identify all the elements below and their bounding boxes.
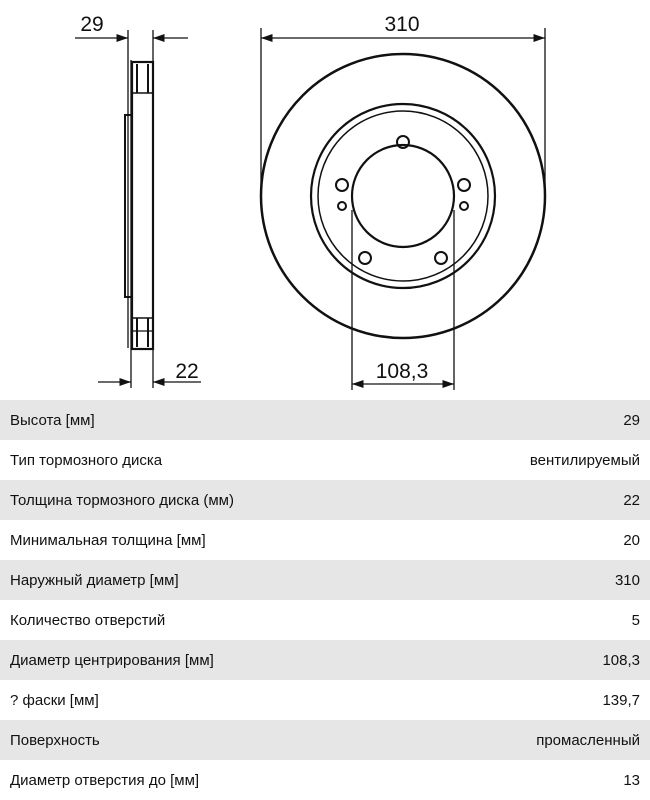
spec-row-height (0, 400, 650, 440)
dimension-center-bore-label: 108,3 (375, 360, 429, 383)
spec-value: 310 (614, 571, 640, 589)
spec-row-hole-count (0, 600, 650, 640)
spec-row-outer-diameter (0, 560, 650, 600)
spec-row-thickness (0, 480, 650, 520)
spec-value: 5 (631, 611, 640, 629)
spec-value: 13 (623, 771, 640, 789)
dimension-outer-diameter-label: 310 (384, 13, 420, 36)
dimension-thickness-label: 22 (175, 360, 199, 383)
spec-row-disc-type (0, 440, 650, 480)
dimension-width-label: 29 (80, 13, 104, 36)
spec-value: 29 (623, 411, 640, 429)
spec-value: промасленный (536, 731, 640, 749)
spec-label: Диаметр центрирования [мм] (10, 651, 214, 669)
spec-label: Тип тормозного диска (10, 451, 163, 469)
spec-label: Минимальная толщина [мм] (10, 531, 206, 549)
spec-label: Толщина тормозного диска (мм) (10, 491, 234, 509)
spec-label: Поверхность (10, 731, 100, 749)
bolt-hole-4 (359, 252, 371, 264)
hat-outer-ring (311, 104, 495, 288)
bolt-hole-5 (336, 179, 348, 191)
disc-front-view (261, 54, 545, 338)
spec-label: ? фаски [мм] (10, 691, 99, 709)
spec-value: 139,7 (602, 691, 640, 709)
dimension-thickness (98, 360, 201, 383)
spec-value: 20 (623, 531, 640, 549)
spec-row-hole-diameter (0, 760, 650, 800)
spec-value: 22 (623, 491, 640, 509)
outer-rim (261, 54, 545, 338)
spec-row-chamfer (0, 680, 650, 720)
spec-row-surface (0, 720, 650, 760)
spec-label: Количество отверстий (10, 611, 166, 629)
spec-label: Наружный диаметр [мм] (10, 571, 179, 589)
bolt-hole-2 (458, 179, 470, 191)
spec-row-min-thickness (0, 520, 650, 560)
disc-side-view (125, 30, 153, 388)
spec-row-centering-diameter (0, 640, 650, 680)
bolt-hole-3 (435, 252, 447, 264)
spec-label: Диаметр отверстия до [мм] (10, 771, 200, 789)
pin-hole-left (338, 202, 346, 210)
spec-value: вентилируемый (529, 451, 640, 469)
bolt-hole-1 (397, 136, 409, 148)
dimension-center-bore (352, 210, 454, 390)
spec-value: 108,3 (602, 651, 640, 669)
pin-hole-right (460, 202, 468, 210)
spec-label: Высота [мм] (10, 411, 95, 429)
dimension-width (75, 13, 188, 38)
spec-table (0, 400, 650, 800)
center-bore (352, 145, 454, 247)
